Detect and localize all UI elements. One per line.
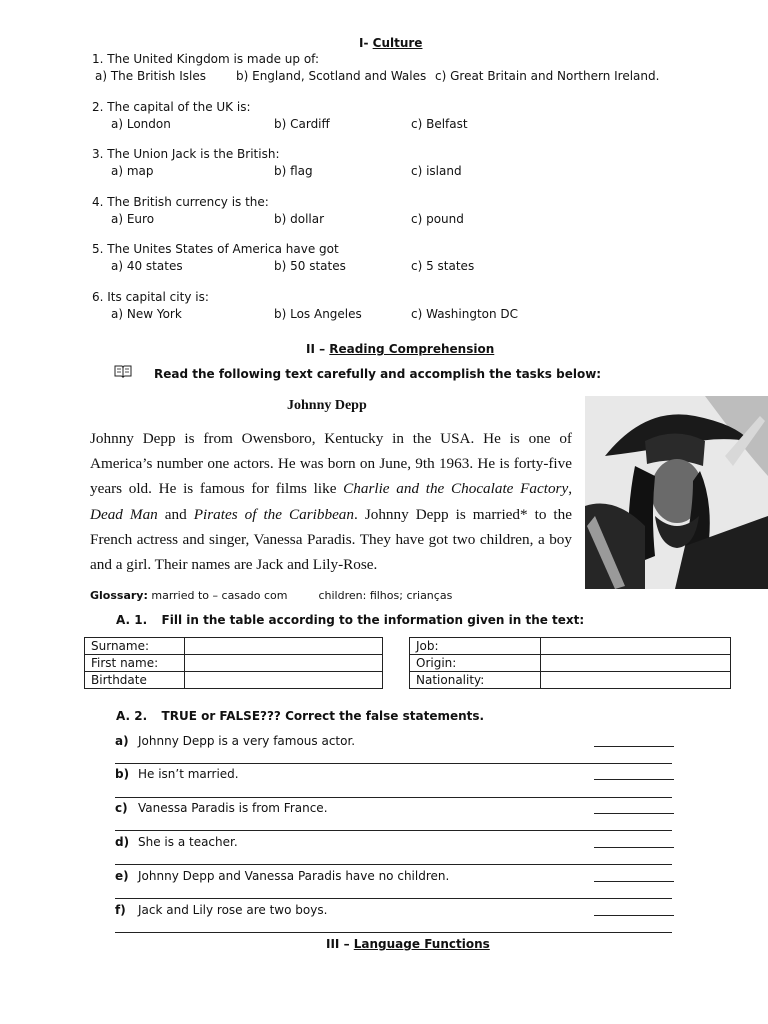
text-title: Johnny Depp: [287, 398, 367, 413]
option-b: b) Los Angeles: [274, 307, 362, 321]
task-instruction: Fill in the table according to the information given in the text:: [161, 613, 585, 627]
glossary-entry: married to – casado com: [151, 589, 288, 602]
table-row: [85, 638, 383, 655]
option-b: b) England, Scotland and Wales: [236, 69, 427, 83]
task-a2-heading: [116, 709, 484, 723]
option-a: a) map: [111, 164, 154, 178]
option-c: c) Washington DC: [411, 307, 519, 321]
correction-line[interactable]: [115, 898, 672, 899]
glossary-entry: children: filhos; crianças: [318, 589, 453, 602]
section-number: I-: [359, 36, 369, 50]
film-title: Charlie and the Chocalate Factory: [343, 480, 569, 498]
section-heading-language: [326, 937, 490, 951]
statement-text: Johnny Depp is a very famous actor.: [138, 734, 356, 748]
johnny-depp-photo: [585, 396, 768, 589]
statement-text: She is a teacher.: [138, 835, 238, 849]
row-label: Surname:: [85, 638, 185, 655]
statement-text: Jack and Lily rose are two boys.: [138, 903, 328, 917]
correction-line[interactable]: [115, 932, 672, 933]
option-b: b) flag: [274, 164, 313, 178]
question-text: 3. The Union Jack is the British:: [92, 147, 280, 161]
option-a: a) The British Isles: [95, 69, 206, 83]
table-row: [410, 638, 731, 655]
table-row: [410, 672, 731, 689]
section-title: Reading Comprehension: [329, 342, 495, 356]
item-letter: a): [115, 734, 129, 748]
row-label: Origin:: [410, 655, 541, 672]
section-number: II –: [306, 342, 326, 356]
paragraph-part: . Johnny Depp is married* to the French actress and singer, Vanessa Paradis. They have got two children, a boy and a girl. Their names are Jack and Lily-Rose.: [90, 505, 572, 574]
answer-cell[interactable]: [185, 672, 383, 689]
question-text: 2. The capital of the UK is:: [92, 100, 251, 114]
question-text: 6. Its capital city is:: [92, 290, 209, 304]
answer-blank[interactable]: [594, 915, 674, 916]
statement-text: Vanessa Paradis is from France.: [138, 801, 328, 815]
separator: ,: [568, 480, 573, 498]
reading-instruction: Read the following text carefully and accomplish the tasks below:: [154, 367, 602, 381]
option-b: b) 50 states: [274, 259, 346, 273]
table-row: [85, 655, 383, 672]
answer-cell[interactable]: [541, 655, 731, 672]
paragraph-part: Johnny Depp is from Owensboro, Kentucky in the USA. He is one of America’s number one actors. He was born on June, 9th 1963. He is forty-five years old. He is famous for films like: [90, 430, 572, 498]
answer-cell[interactable]: [185, 638, 383, 655]
section-heading-culture: [359, 36, 422, 50]
answer-blank[interactable]: [594, 779, 674, 780]
correction-line[interactable]: [115, 830, 672, 831]
answer-cell[interactable]: [541, 672, 731, 689]
section-title: Culture: [372, 36, 423, 50]
item-letter: f): [115, 903, 126, 917]
answer-cell[interactable]: [541, 638, 731, 655]
answer-blank[interactable]: [594, 813, 674, 814]
glossary: [90, 589, 452, 602]
film-title: Pirates of the Caribbean: [193, 505, 354, 523]
option-c: c) pound: [411, 212, 464, 226]
option-b: b) Cardiff: [274, 117, 330, 131]
film-title: Dead Man: [90, 505, 158, 523]
correction-line[interactable]: [115, 797, 672, 798]
statement-text: Johnny Depp and Vanessa Paradis have no children.: [138, 869, 450, 883]
glossary-label: Glossary:: [90, 589, 148, 602]
answer-cell[interactable]: [185, 655, 383, 672]
correction-line[interactable]: [115, 864, 672, 865]
item-letter: b): [115, 767, 130, 781]
correction-line[interactable]: [115, 763, 672, 764]
task-a1-heading: [116, 613, 584, 627]
option-a: a) Euro: [111, 212, 155, 226]
table-row: [85, 672, 383, 689]
item-letter: c): [115, 801, 128, 815]
task-label: A. 1.: [116, 613, 148, 627]
row-label: Job:: [410, 638, 541, 655]
info-table-right: [409, 637, 731, 689]
row-label: Nationality:: [410, 672, 541, 689]
option-c: c) 5 states: [411, 259, 475, 273]
task-instruction: TRUE or FALSE??? Correct the false statements.: [161, 709, 485, 723]
option-b: b) dollar: [274, 212, 325, 226]
statement-text: He isn’t married.: [138, 767, 239, 781]
item-letter: d): [115, 835, 130, 849]
separator: and: [157, 505, 194, 523]
task-label: A. 2.: [116, 709, 148, 723]
question-text: 1. The United Kingdom is made up of:: [92, 52, 320, 66]
section-title: Language Functions: [353, 937, 490, 951]
row-label: First name:: [85, 655, 185, 672]
option-c: c) Belfast: [411, 117, 468, 131]
answer-blank[interactable]: [594, 881, 674, 882]
reading-paragraph: [90, 426, 572, 577]
answer-blank[interactable]: [594, 847, 674, 848]
option-c: c) island: [411, 164, 462, 178]
answer-blank[interactable]: [594, 746, 674, 747]
option-a: a) 40 states: [111, 259, 183, 273]
book-icon: [114, 364, 132, 378]
question-text: 5. The Unites States of America have got: [92, 242, 339, 256]
section-number: III –: [326, 937, 350, 951]
option-a: a) New York: [111, 307, 182, 321]
option-a: a) London: [111, 117, 171, 131]
question-text: 4. The British currency is the:: [92, 195, 269, 209]
section-heading-reading: [306, 342, 494, 356]
info-table-left: [84, 637, 383, 689]
option-c: c) Great Britain and Northern Ireland.: [435, 69, 660, 83]
row-label: Birthdate: [85, 672, 185, 689]
table-row: [410, 655, 731, 672]
item-letter: e): [115, 869, 129, 883]
